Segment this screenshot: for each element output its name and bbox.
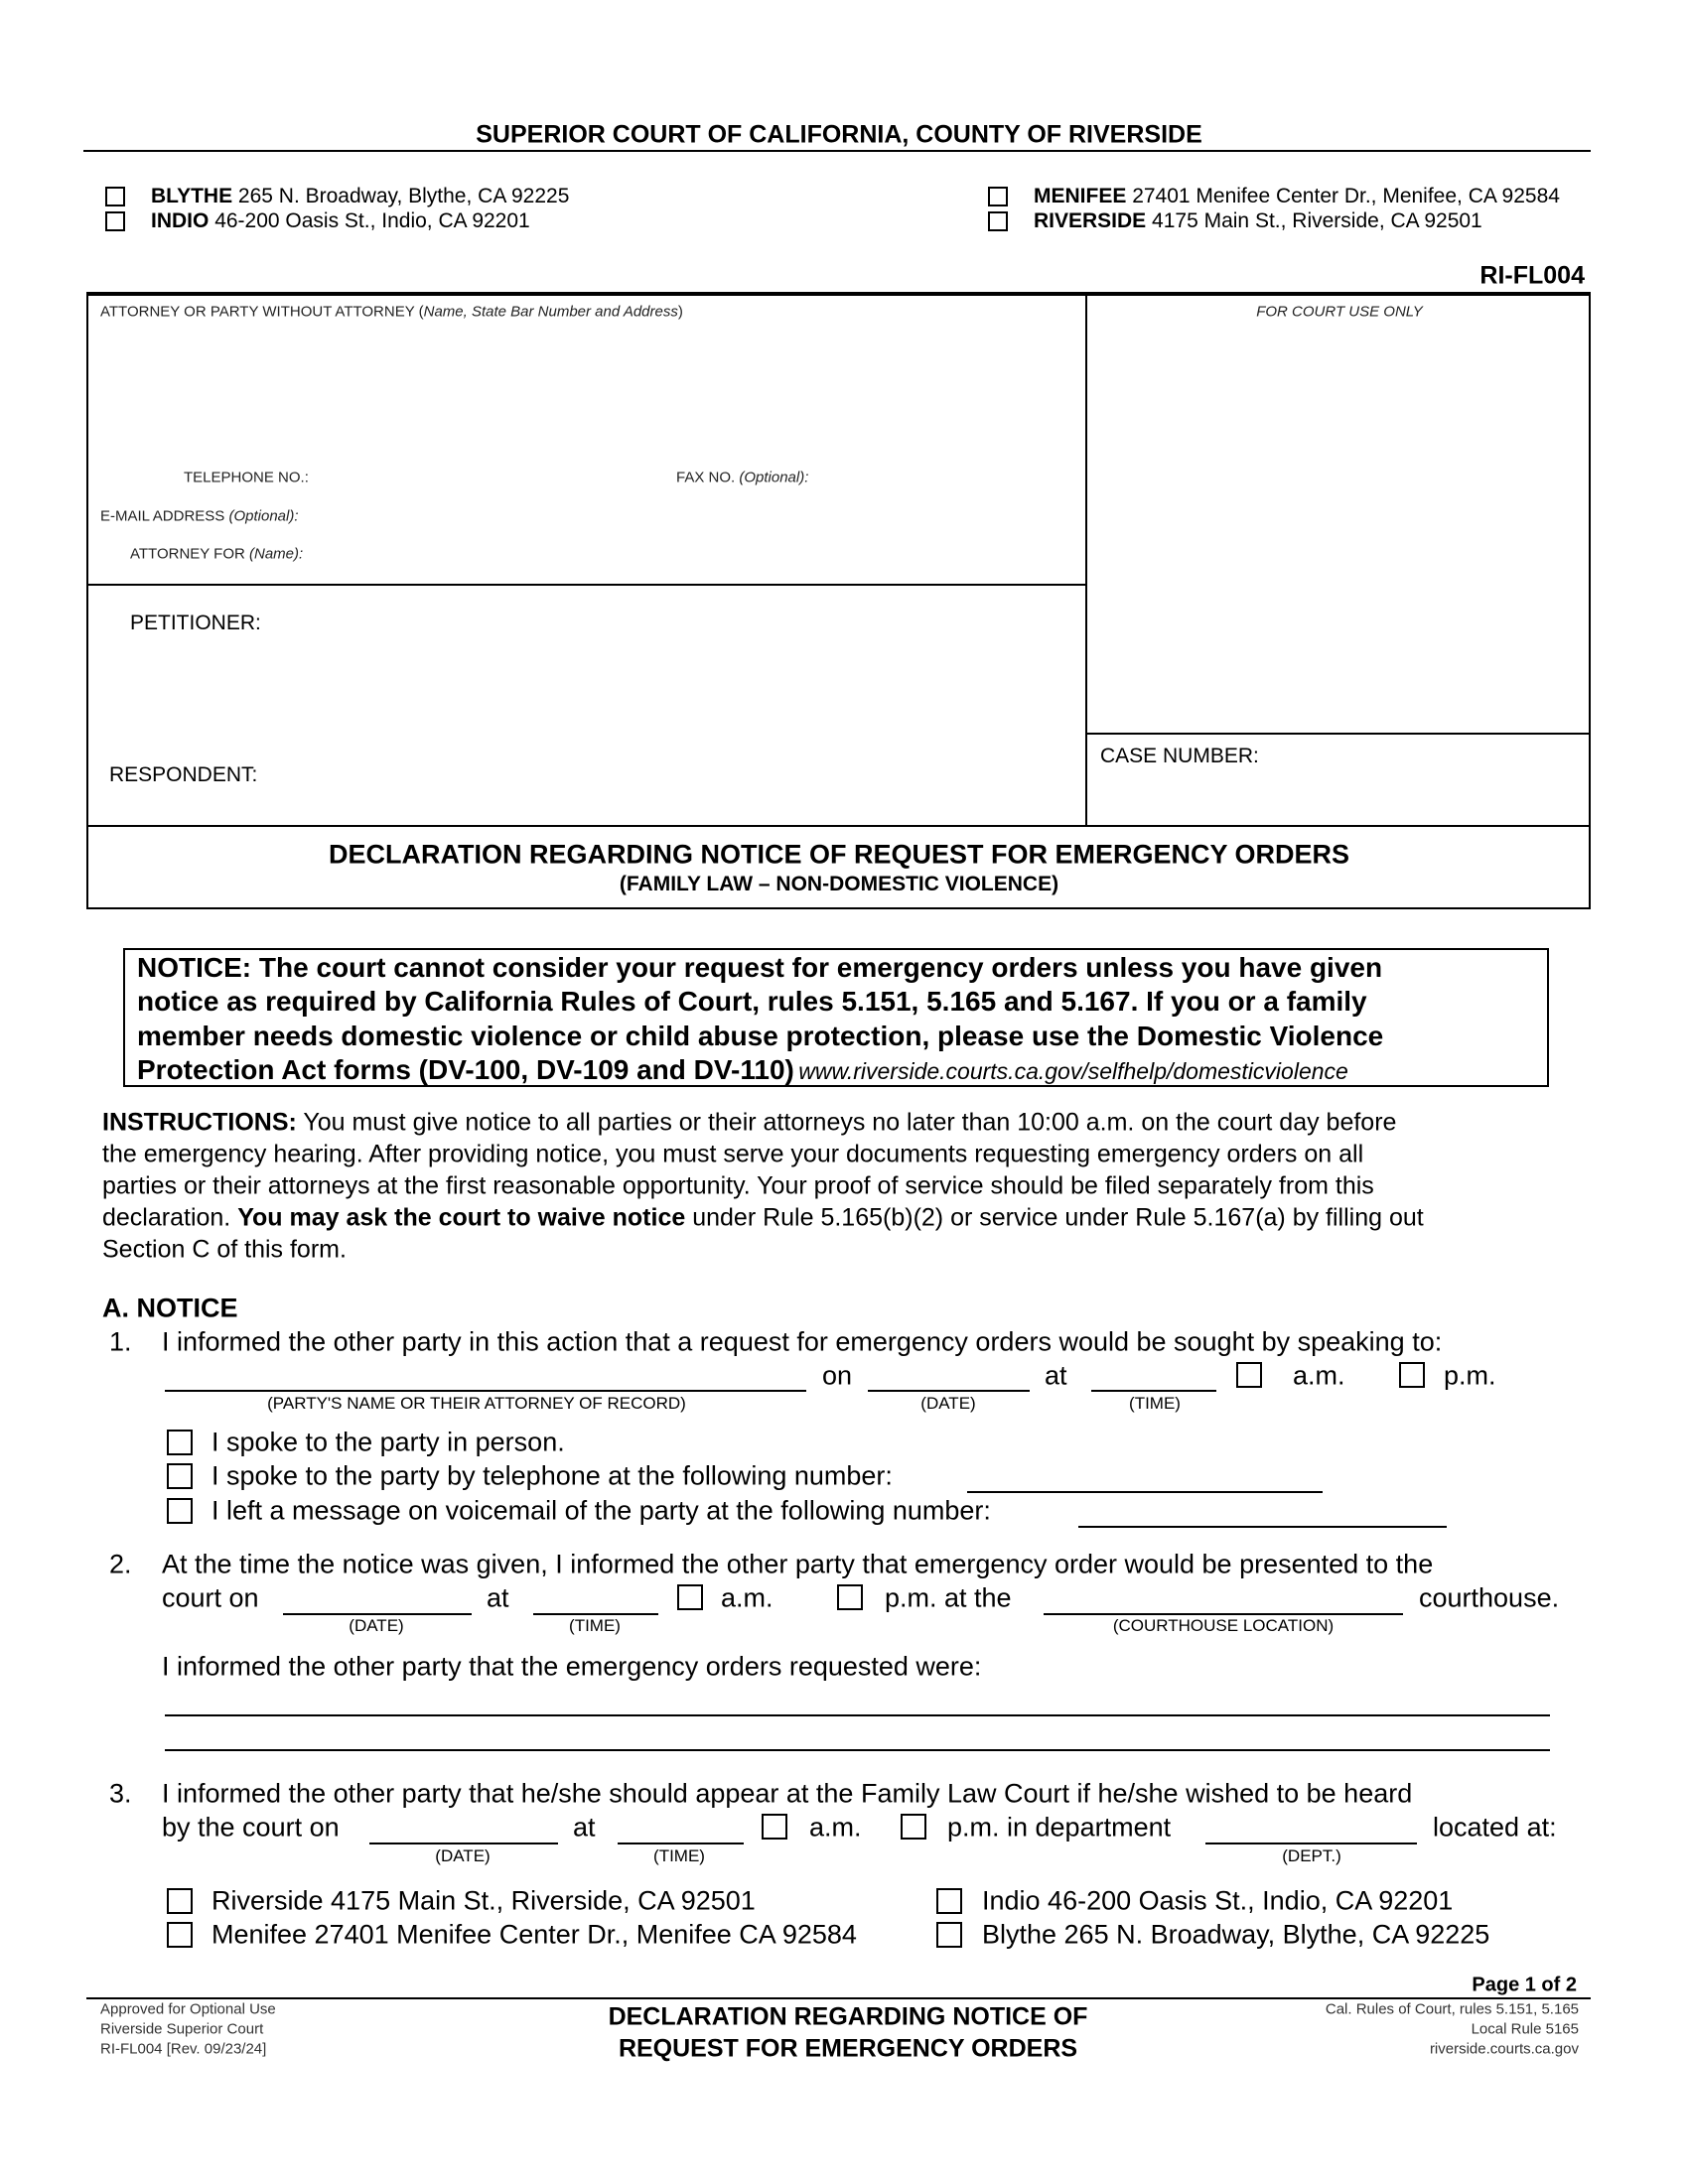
location-riverside xyxy=(1034,209,1482,233)
at-label: at xyxy=(1045,1360,1067,1391)
item3-am-checkbox[interactable] xyxy=(762,1814,787,1840)
requested-orders-field[interactable] xyxy=(165,1714,1550,1716)
checkbox-indio[interactable] xyxy=(105,211,125,231)
footer-left-line: Riverside Superior Court xyxy=(100,2020,264,2038)
attorney-for-label: ATTORNEY FOR (Name): xyxy=(130,545,304,563)
time-field-label: (TIME) xyxy=(1129,1394,1181,1413)
pm-label: p.m. xyxy=(1444,1360,1496,1391)
footer-title-line: REQUEST FOR EMERGENCY ORDERS xyxy=(618,2034,1078,2063)
telephone-number-field[interactable] xyxy=(967,1491,1323,1493)
am-label: a.m. xyxy=(809,1812,862,1843)
item2-pm-checkbox[interactable] xyxy=(837,1584,863,1610)
located-at-label: located at: xyxy=(1433,1812,1557,1843)
party-name-field[interactable] xyxy=(165,1390,806,1392)
form-subtitle: (FAMILY LAW – NON-DOMESTIC VIOLENCE) xyxy=(619,873,1059,895)
item3-pm-checkbox[interactable] xyxy=(901,1814,926,1840)
in-person-checkbox[interactable] xyxy=(167,1430,193,1455)
party-field-label: (PARTY'S NAME OR THEIR ATTORNEY OF RECORD) xyxy=(267,1394,686,1413)
footer-right-line: Cal. Rules of Court, rules 5.151, 5.165 xyxy=(1325,2000,1579,2018)
riverside-courthouse-checkbox[interactable] xyxy=(167,1888,193,1914)
requested-orders-field[interactable] xyxy=(165,1749,1550,1751)
date-field-label: (DATE) xyxy=(349,1616,404,1635)
item1-time-field[interactable] xyxy=(1091,1390,1216,1392)
court-use-label: FOR COURT USE ONLY xyxy=(1256,303,1423,321)
location-address: 4175 Main St., Riverside, CA 92501 xyxy=(1152,209,1482,232)
footer-left-line: Approved for Optional Use xyxy=(100,2000,276,2018)
location-name: MENIFEE xyxy=(1034,185,1127,207)
item1-date-field[interactable] xyxy=(868,1390,1030,1392)
section-a-heading: A. NOTICE xyxy=(102,1293,238,1323)
menifee-courthouse-checkbox[interactable] xyxy=(167,1922,193,1948)
footer-right-line: Local Rule 5165 xyxy=(1471,2020,1579,2038)
voicemail-number-field[interactable] xyxy=(1078,1526,1447,1528)
item1-text: I informed the other party in this action that a request for emergency orders would be sought by speaking to: xyxy=(162,1326,1443,1357)
location-indio xyxy=(151,209,530,233)
on-label: on xyxy=(822,1360,853,1391)
item2-am-checkbox[interactable] xyxy=(677,1584,703,1610)
instructions-line: Section C of this form. xyxy=(102,1235,347,1264)
location-name: BLYTHE xyxy=(151,185,233,207)
department-field[interactable] xyxy=(1205,1843,1417,1844)
requested-orders-text: I informed the other party that the emergency orders requested were: xyxy=(162,1651,982,1682)
location-menifee xyxy=(1034,185,1560,208)
indio-courthouse-label: Indio 46-200 Oasis St., Indio, CA 92201 xyxy=(982,1885,1454,1916)
am-label: a.m. xyxy=(1293,1360,1345,1391)
email-label: E-MAIL ADDRESS (Optional): xyxy=(100,507,299,525)
petitioner-label: PETITIONER: xyxy=(130,612,261,634)
telephone-label: TELEPHONE NO.: xyxy=(184,469,309,486)
at-label: at xyxy=(573,1812,596,1843)
dept-field-label: (DEPT.) xyxy=(1282,1846,1341,1865)
instructions-line: the emergency hearing. After providing notice, you must serve your documents requesting emergency orders on all xyxy=(102,1140,1364,1168)
pm-department-label: p.m. in department xyxy=(947,1812,1172,1843)
notice-line: notice as required by California Rules of Court, rules 5.151, 5.165 and 5.167. If you or a family xyxy=(137,986,1367,1017)
instructions-line: parties or their attorneys at the first reasonable opportunity. Your proof of service should be filed separately from this xyxy=(102,1171,1374,1200)
telephone-option-label: I spoke to the party by telephone at the following number: xyxy=(211,1460,893,1491)
item3-text: I informed the other party that he/she should appear at the Family Law Court if he/she wished to be heard xyxy=(162,1778,1413,1809)
header-divider xyxy=(83,150,1591,152)
footer-divider xyxy=(86,1997,1591,1999)
location-name: INDIO xyxy=(151,209,210,232)
dv-link[interactable]: www.riverside.courts.ca.gov/selfhelp/domesticviolence xyxy=(798,1058,1348,1084)
checkbox-blythe[interactable] xyxy=(105,187,125,206)
title-divider xyxy=(86,825,1591,827)
indio-courthouse-checkbox[interactable] xyxy=(936,1888,962,1914)
location-address: 265 N. Broadway, Blythe, CA 92225 xyxy=(237,185,570,207)
voicemail-option-label: I left a message on voicemail of the party at the following number: xyxy=(211,1495,991,1526)
footer-title-line: DECLARATION REGARDING NOTICE OF xyxy=(608,2002,1088,2031)
form-title: DECLARATION REGARDING NOTICE OF REQUEST FOR EMERGENCY ORDERS xyxy=(328,839,1350,870)
time-field-label: (TIME) xyxy=(653,1846,705,1865)
notice-line: Protection Act forms (DV-100, DV-109 and DV-110) www.riverside.courts.ca.gov/selfhelp/domesticviolence xyxy=(137,1054,1348,1085)
item3-time-field[interactable] xyxy=(618,1843,744,1844)
item2-time-field[interactable] xyxy=(533,1613,658,1615)
page-number: Page 1 of 2 xyxy=(1472,1974,1577,1996)
date-field-label: (DATE) xyxy=(435,1846,491,1865)
notice-line: member needs domestic violence or child abuse protection, please use the Domestic Violence xyxy=(137,1021,1384,1051)
item-number: 2. xyxy=(109,1549,132,1579)
checkbox-menifee[interactable] xyxy=(988,187,1008,206)
at-label: at xyxy=(487,1582,509,1613)
riverside-courthouse-label: Riverside 4175 Main St., Riverside, CA 92501 xyxy=(211,1885,756,1916)
item1-am-checkbox[interactable] xyxy=(1236,1362,1262,1388)
court-on-label: court on xyxy=(162,1582,259,1613)
menifee-courthouse-label: Menifee 27401 Menifee Center Dr., Menifee CA 92584 xyxy=(211,1919,857,1950)
telephone-checkbox[interactable] xyxy=(167,1463,193,1489)
fax-label: FAX NO. (Optional): xyxy=(676,469,809,486)
respondent-label: RESPONDENT: xyxy=(109,763,258,786)
item3-date-field[interactable] xyxy=(369,1843,558,1844)
caption-divider xyxy=(1085,294,1087,826)
time-field-label: (TIME) xyxy=(569,1616,621,1635)
location-name: RIVERSIDE xyxy=(1034,209,1147,232)
in-person-label: I spoke to the party in person. xyxy=(211,1427,565,1457)
case-number-label: CASE NUMBER: xyxy=(1100,745,1259,767)
attorney-label: ATTORNEY OR PARTY WITHOUT ATTORNEY (Name, State Bar Number and Address) xyxy=(100,303,683,321)
location-address: 27401 Menifee Center Dr., Menifee, CA 92584 xyxy=(1132,185,1560,207)
checkbox-riverside[interactable] xyxy=(988,211,1008,231)
item2-text: At the time the notice was given, I informed the other party that emergency order would be presented to the xyxy=(162,1549,1434,1579)
courthouse-label: courthouse. xyxy=(1419,1582,1560,1613)
am-label: a.m. xyxy=(721,1582,774,1613)
location-address: 46-200 Oasis St., Indio, CA 92201 xyxy=(214,209,530,232)
case-number-divider xyxy=(1085,733,1591,735)
notice-line: NOTICE: The court cannot consider your request for emergency orders unless you have given xyxy=(137,952,1383,983)
instructions-line: INSTRUCTIONS: You must give notice to all parties or their attorneys no later than 10:00 a.m. on the court day before xyxy=(102,1108,1397,1137)
item2-date-field[interactable] xyxy=(283,1613,472,1615)
item-number: 3. xyxy=(109,1778,132,1809)
instructions-line: declaration. You may ask the court to waive notice under Rule 5.165(b)(2) or service under Rule 5.167(a) by filling out xyxy=(102,1203,1424,1232)
footer-left-line: RI-FL004 [Rev. 09/23/24] xyxy=(100,2040,267,2058)
item1-pm-checkbox[interactable] xyxy=(1399,1362,1425,1388)
court-title: SUPERIOR COURT OF CALIFORNIA, COUNTY OF RIVERSIDE xyxy=(476,120,1202,149)
courthouse-location-field[interactable] xyxy=(1044,1613,1403,1615)
attorney-section-divider xyxy=(86,584,1086,586)
blythe-courthouse-checkbox[interactable] xyxy=(936,1922,962,1948)
pm-at-the-label: p.m. at the xyxy=(885,1582,1012,1613)
location-blythe xyxy=(151,185,569,208)
courthouse-location-label: (COURTHOUSE LOCATION) xyxy=(1112,1616,1335,1635)
by-court-on-label: by the court on xyxy=(162,1812,340,1843)
form-number: RI-FL004 xyxy=(1479,261,1585,290)
caption-box xyxy=(86,292,1591,909)
blythe-courthouse-label: Blythe 265 N. Broadway, Blythe, CA 92225 xyxy=(982,1919,1490,1950)
voicemail-checkbox[interactable] xyxy=(167,1498,193,1524)
footer-right-line[interactable]: riverside.courts.ca.gov xyxy=(1429,2040,1579,2058)
item-number: 1. xyxy=(109,1326,132,1357)
date-field-label: (DATE) xyxy=(920,1394,976,1413)
